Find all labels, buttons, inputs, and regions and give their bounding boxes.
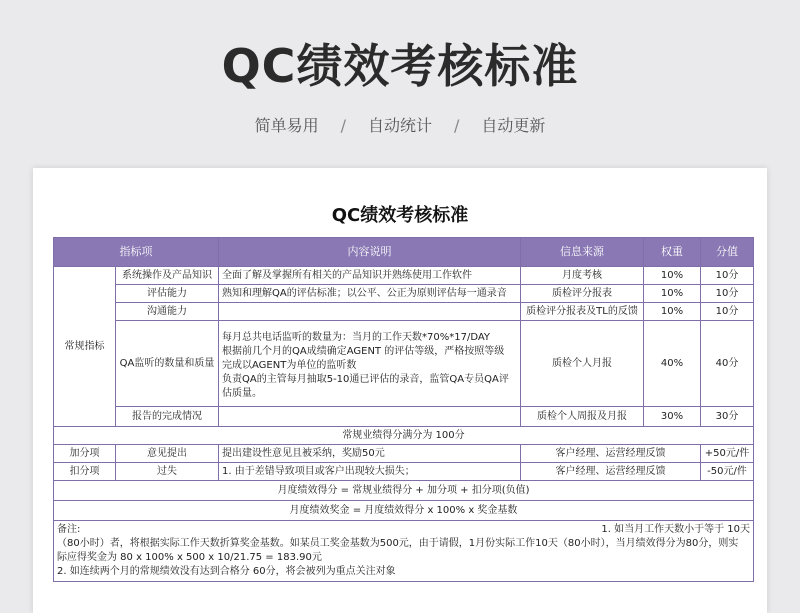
item-name: 系统操作及产品知识 [116, 267, 219, 285]
penalty-source: 客户经理、运营经理反馈 [521, 463, 701, 481]
item-weight: 10% [644, 285, 701, 303]
item-source: 质检个人周报及月报 [521, 407, 644, 427]
item-score: 40分 [701, 321, 754, 407]
bonus-item: 意见提出 [116, 445, 219, 463]
item-weight: 30% [644, 407, 701, 427]
penalty-desc: 1. 由于差错导致项目或客户出现较大损失； [219, 463, 521, 481]
hero-tagline [0, 113, 800, 136]
penalty-category: 扣分项 [54, 463, 116, 481]
kpi-table [53, 237, 754, 582]
item-score: 10分 [701, 267, 754, 285]
item-name: 报告的完成情况 [116, 407, 219, 427]
item-score: 10分 [701, 285, 754, 303]
table-row [54, 321, 754, 407]
bonus-desc: 提出建设性意见且被采纳，奖励50元 [219, 445, 521, 463]
regular-total: 常规业绩得分满分为 100分 [54, 427, 754, 445]
item-desc: 熟知和理解QA的评估标准；以公平、公正为原则评估每一通录音 [219, 285, 521, 303]
header-item: 指标项 [54, 238, 219, 267]
table-row [54, 285, 754, 303]
formula-bonus: 月度绩效奖金 = 月度绩效得分 x 100% x 奖金基数 [54, 501, 754, 521]
notes-line2: （80小时）者，将根据实际工作天数折算奖金基数。如某员工奖金基数为500元，由于请假，1月份实际工作10天（80小时），当月绩效得分为80分，则实 [57, 538, 739, 549]
group-label: 常规指标 [54, 267, 116, 427]
notes-line4: 2. 如连续两个月的常规绩效没有达到合格分 60分，将会被列为重点关注对象 [57, 566, 396, 577]
formula-score-row [54, 481, 754, 501]
item-name: 评估能力 [116, 285, 219, 303]
notes-first-line [57, 523, 750, 537]
separator: / [340, 116, 346, 135]
bonus-row [54, 445, 754, 463]
notes-row [54, 521, 754, 582]
notes-label: 备注: [57, 524, 81, 535]
item-source: 质检评分报表及TL的反馈 [521, 303, 644, 321]
notes-line1: 1. 如当月工作天数小于等于 10天 [601, 524, 750, 535]
header-source: 信息来源 [521, 238, 644, 267]
spreadsheet-preview [33, 168, 767, 613]
table-row [54, 303, 754, 321]
regular-total-row [54, 427, 754, 445]
item-desc: 全面了解及掌握所有相关的产品知识并熟练使用工作软件 [219, 267, 521, 285]
bonus-value: +50元/件 [701, 445, 754, 463]
desc-line: 每月总共电话监听的数量为：当月的工作天数*70%*17/DAY [222, 331, 491, 343]
tag-easy: 简单易用 [254, 116, 319, 135]
formula-bonus-row [54, 501, 754, 521]
item-desc [219, 321, 521, 407]
item-desc [219, 303, 521, 321]
desc-line: 根据前几个月的QA成绩确定AGENT 的评估等级，严格按照等级 [222, 345, 505, 357]
table-row [54, 407, 754, 427]
separator: / [454, 116, 460, 135]
bonus-category: 加分项 [54, 445, 116, 463]
penalty-row [54, 463, 754, 481]
item-desc [219, 407, 521, 427]
item-name: QA监听的数量和质量 [116, 321, 219, 407]
desc-line: 完成以AGENT为单位的监听数 [222, 359, 357, 371]
penalty-item: 过失 [116, 463, 219, 481]
item-source: 质检个人月报 [521, 321, 644, 407]
desc-line: 估质量。 [222, 387, 262, 399]
item-score: 10分 [701, 303, 754, 321]
item-source: 质检评分报表 [521, 285, 644, 303]
bonus-source: 客户经理、运营经理反馈 [521, 445, 701, 463]
item-score: 30分 [701, 407, 754, 427]
table-header-row [54, 238, 754, 267]
notes-cell [54, 521, 754, 582]
item-weight: 10% [644, 267, 701, 285]
desc-line: 负责QA的主管每月抽取5-10通已评估的录音，监管QA专员QA评 [222, 373, 509, 385]
penalty-value: -50元/件 [701, 463, 754, 481]
tag-auto-stats: 自动统计 [367, 116, 432, 135]
item-weight: 10% [644, 303, 701, 321]
header-weight: 权重 [644, 238, 701, 267]
sheet-title: QC绩效考核标准 [331, 205, 469, 226]
hero-title: QC绩效考核标准 [221, 39, 579, 93]
item-source: 月度考核 [521, 267, 644, 285]
item-name: 沟通能力 [116, 303, 219, 321]
header-desc: 内容说明 [219, 238, 521, 267]
table-row [54, 267, 754, 285]
header-score: 分值 [701, 238, 754, 267]
formula-score: 月度绩效得分 = 常规业绩得分 + 加分项 + 扣分项(负值) [54, 481, 754, 501]
tag-auto-update: 自动更新 [481, 116, 546, 135]
notes-line3: 际应得奖金为 80 x 100% x 500 x 10/21.75 = 183.90元 [57, 552, 322, 563]
item-weight: 40% [644, 321, 701, 407]
